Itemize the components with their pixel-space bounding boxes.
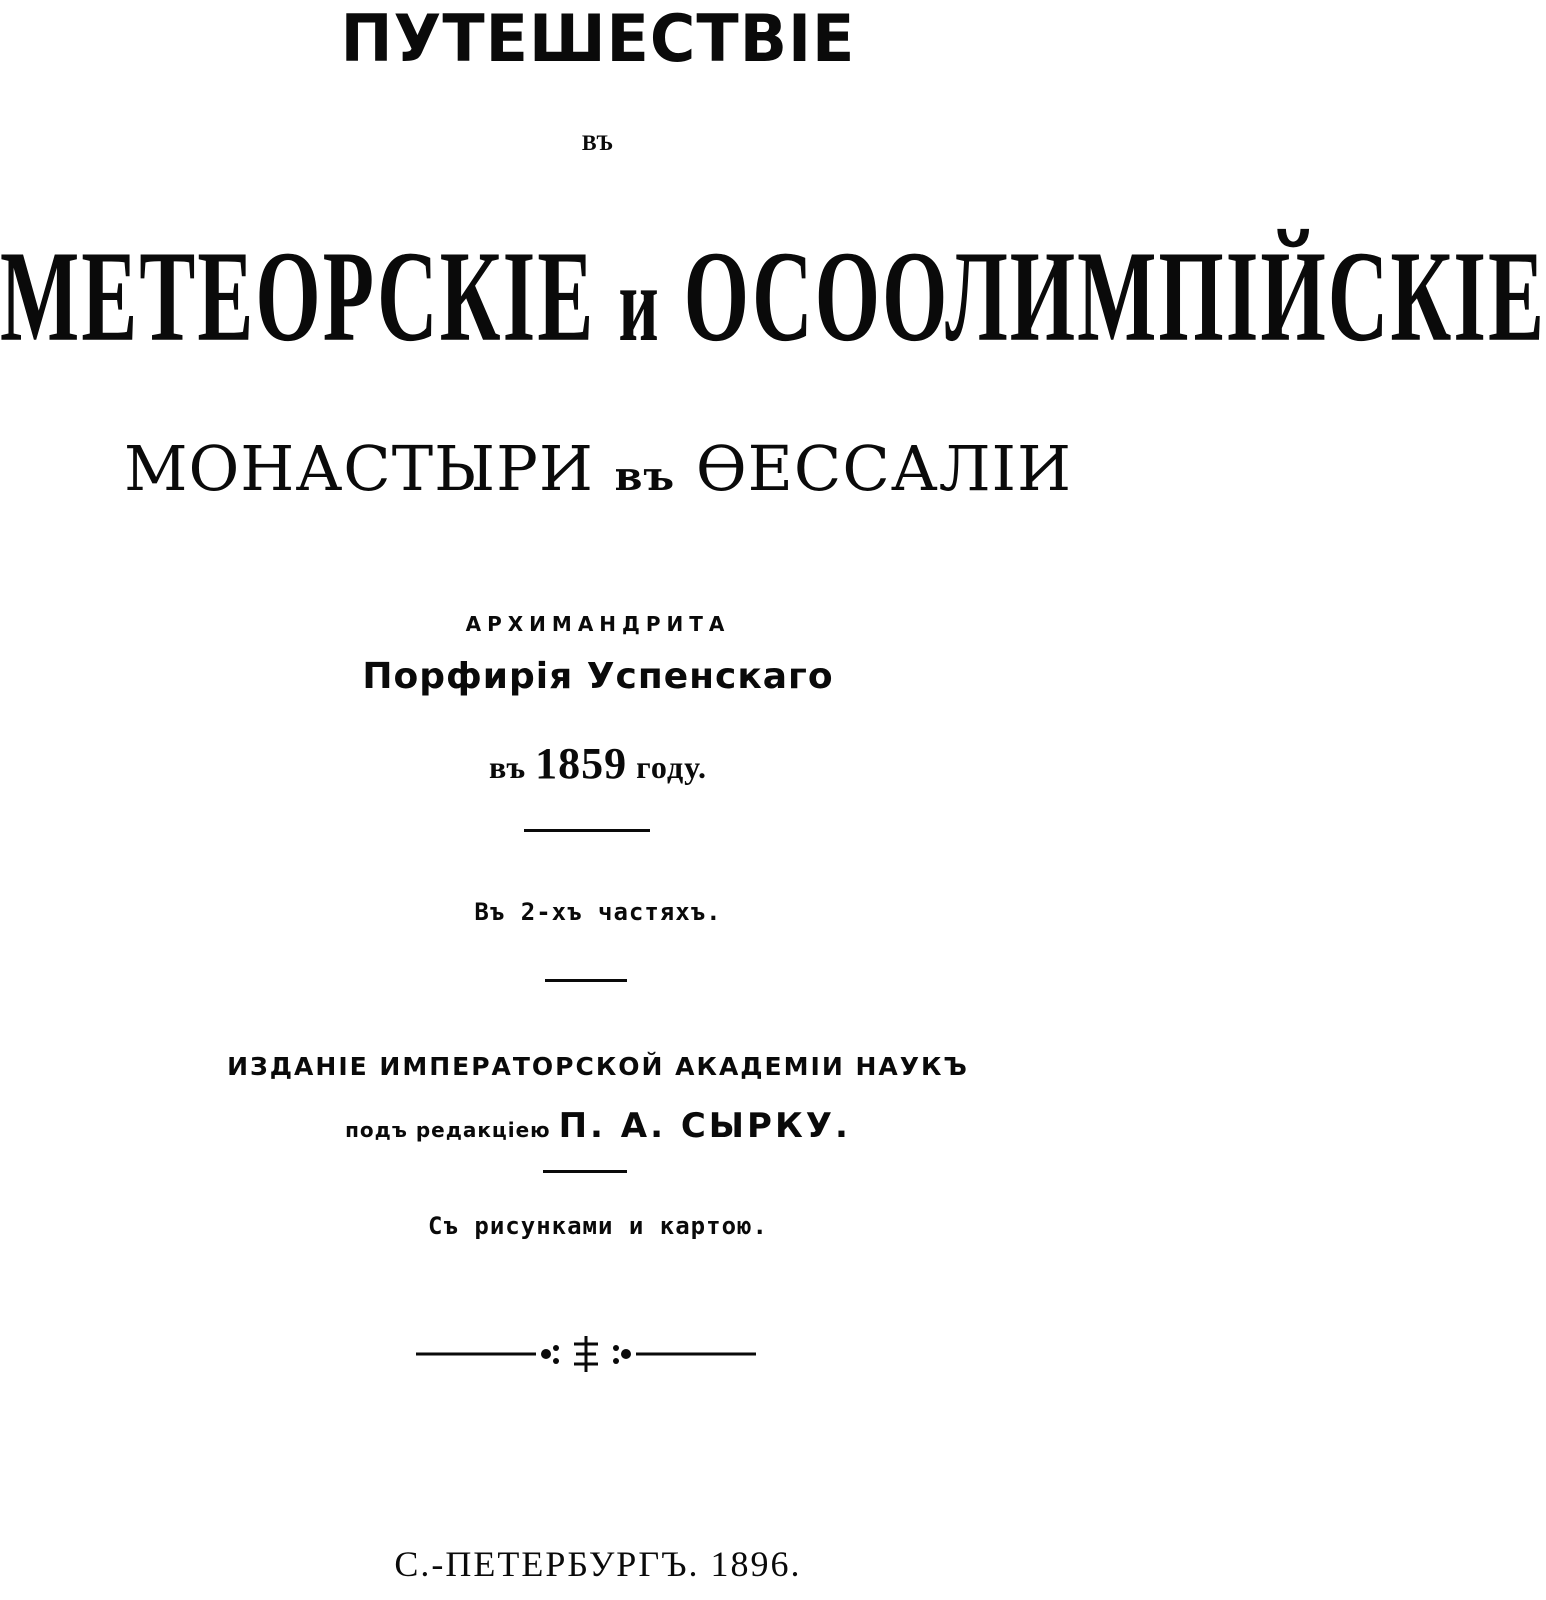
- title-main-right: ОСООЛИМПІЙСКІЕ: [683, 225, 1546, 370]
- editor-name: П. А. СЫРКУ.: [558, 1106, 851, 1146]
- edition-line: ИЗДАНІЕ ИМПЕРАТОРСКОЙ АКАДЕМІИ НАУКЪ: [227, 1052, 969, 1081]
- title-sub-conjunction: въ: [614, 453, 676, 500]
- divider-rule-3: [543, 1170, 627, 1173]
- title-main: [0, 222, 1546, 372]
- illustrations-note: Съ рисунками и картою.: [428, 1212, 768, 1240]
- title-main-left: МЕТЕОРСКІЕ: [0, 225, 596, 370]
- editor-line: [0, 1106, 1196, 1146]
- parts-note: Въ 2-хъ частяхъ.: [474, 898, 722, 926]
- divider-rule-2: [545, 979, 627, 982]
- year-line-post: году.: [636, 749, 707, 785]
- year-value: 1859: [535, 739, 628, 788]
- title-sub-left: МОНАСТЫРИ: [123, 432, 594, 505]
- title-top: ПУТЕШЕСТВІЕ: [340, 0, 856, 77]
- year-line: [0, 738, 1196, 789]
- divider-rule-1: [524, 829, 650, 832]
- title-sub-right: ѲЕССАЛІИ: [695, 432, 1073, 505]
- imprint: С.-ПЕТЕРБУРГЪ. 1896.: [394, 1544, 802, 1584]
- editor-prefix: подъ редакціею: [345, 1118, 551, 1142]
- author-name: Порфирія Успенскаго: [362, 656, 834, 697]
- year-line-pre: въ: [489, 749, 527, 785]
- title-sub: [0, 432, 1196, 505]
- title-main-conjunction: и: [618, 245, 661, 365]
- ornament-divider: [416, 1334, 756, 1374]
- author-prefix: АРХИМАНДРИТА: [465, 612, 731, 636]
- preposition-v: ВЪ: [581, 130, 615, 155]
